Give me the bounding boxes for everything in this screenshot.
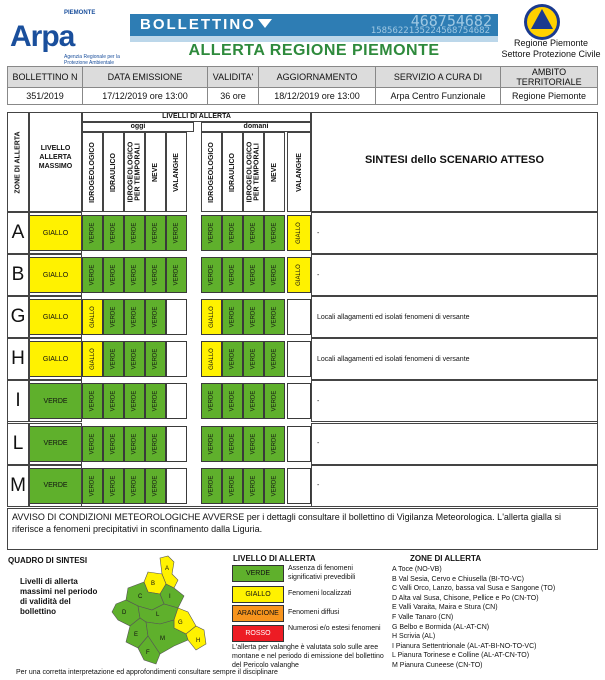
- info-label: DATA EMISSIONE: [83, 67, 208, 88]
- risk-level-cell: [166, 426, 187, 462]
- banner-title: [140, 16, 272, 33]
- triangle-down-icon: [258, 19, 272, 28]
- zone-list-item: I Pianura Settentrionale (AL-AT-BI-NO-TO-VC): [392, 642, 537, 650]
- scenario-text: -: [317, 229, 320, 237]
- zone-letter: I: [15, 390, 21, 412]
- risk-level-cell: [145, 426, 166, 462]
- risk-level-value: VERDE: [152, 433, 159, 454]
- risk-header: [287, 132, 311, 212]
- risk-level-cell: [82, 341, 103, 377]
- risk-level-cell: [124, 215, 145, 251]
- zone-list-item: M Pianura Cuneese (CN-TO): [392, 661, 483, 669]
- risk-level-cell: [264, 257, 285, 293]
- risk-level-value: VERDE: [229, 475, 236, 496]
- map-label: G: [178, 620, 183, 626]
- risk-level-cell: [287, 257, 311, 293]
- risk-level-value: VERDE: [173, 264, 180, 286]
- risk-level-cell: [243, 299, 264, 335]
- risk-level-cell: [201, 341, 222, 377]
- legend-description: Fenomeni localizzati: [288, 590, 352, 597]
- legend-description: Numerosi e/o estesi fenomeni: [288, 625, 381, 632]
- risk-label: VALANGHE: [295, 152, 303, 192]
- scenario-text: -: [317, 397, 320, 405]
- map-label: M: [160, 636, 165, 642]
- risk-level-cell: [222, 341, 243, 377]
- info-value: 36 ore: [208, 88, 259, 105]
- info-label: BOLLETTINO N: [8, 67, 83, 88]
- risk-level-cell: [287, 426, 311, 462]
- risk-header: [124, 132, 145, 212]
- map-label: A: [165, 566, 170, 572]
- zone-list-item: A Toce (NO-VB): [392, 566, 442, 573]
- risk-level-value: VERDE: [131, 433, 138, 454]
- risk-header: [201, 132, 222, 212]
- legend-swatch-verde: VERDE: [232, 565, 284, 582]
- zone-letter: G: [10, 306, 26, 328]
- risk-level-value: VERDE: [250, 475, 257, 496]
- risk-level-cell: [222, 299, 243, 335]
- risk-level-cell: [166, 341, 187, 377]
- risk-level-cell: [201, 426, 222, 462]
- risk-level-cell: [287, 299, 311, 335]
- max-level-cell: VERDE: [29, 426, 82, 462]
- risk-level-cell: [82, 215, 103, 251]
- risk-header: [166, 132, 187, 212]
- risk-level-value: VERDE: [89, 264, 96, 286]
- info-value: 351/2019: [8, 88, 83, 105]
- risk-level-cell: [264, 383, 285, 419]
- risk-level-cell: [201, 299, 222, 335]
- risk-label: IDROGEOLOGICO: [89, 141, 97, 203]
- zone-letter: L: [12, 432, 24, 454]
- max-level-cell: VERDE: [29, 383, 82, 419]
- max-level-cell: GIALLO: [29, 215, 82, 251]
- risk-level-cell: [103, 468, 124, 504]
- risk-level-cell: [145, 215, 166, 251]
- risk-level-cell: [124, 468, 145, 504]
- risk-level-value: GIALLO: [89, 348, 96, 371]
- risk-level-value: VERDE: [152, 264, 159, 286]
- banner-title-text: BOLLETTINO: [140, 16, 256, 33]
- scenario-text: -: [317, 271, 320, 279]
- risk-level-cell: [124, 426, 145, 462]
- legend-description: Assenza di fenomeni significativi prevedibili: [288, 565, 356, 581]
- legend-note: L'allerta per valanghe è valutata solo sulle aree montane e nel periodo di emissione del bollettino del Pericolo valanghe: [232, 644, 384, 669]
- legend-swatch-arancione: ARANCIONE: [232, 605, 284, 622]
- risk-level-value: VERDE: [110, 475, 117, 496]
- quadro-title: QUADRO DI SINTESI: [8, 556, 88, 565]
- zone-letter: M: [10, 474, 26, 496]
- zone-list-item: F Valle Tanaro (CN): [392, 613, 454, 621]
- risk-level-cell: [103, 299, 124, 335]
- risk-level-value: VERDE: [110, 264, 117, 286]
- zone-header-text: ZONE DI ALLERTA: [14, 130, 22, 194]
- legend-description: Fenomeni diffusi: [288, 609, 340, 616]
- risk-level-cell: [103, 383, 124, 419]
- scenario-text: -: [317, 440, 320, 448]
- banner-numbers: 468754682: [410, 14, 492, 30]
- max-level-cell: VERDE: [29, 468, 82, 504]
- max-level-frame: [29, 338, 82, 380]
- risk-level-cell: [243, 426, 264, 462]
- risk-level-cell: [243, 468, 264, 504]
- info-value-row: [8, 88, 598, 105]
- map-label: F: [146, 650, 150, 656]
- arpa-logo: [8, 10, 120, 66]
- risk-level-cell: [287, 341, 311, 377]
- max-level-cell: GIALLO: [29, 257, 82, 293]
- risk-level-value: VERDE: [229, 306, 236, 328]
- risk-header: [264, 132, 285, 212]
- risk-level-value: VERDE: [229, 391, 236, 412]
- risk-level-cell: [145, 257, 166, 293]
- map-label: B: [151, 581, 156, 587]
- risk-level-cell: [124, 257, 145, 293]
- zone-letter: B: [11, 264, 25, 286]
- risk-level-value: GIALLO: [296, 264, 302, 286]
- risk-level-value: VERDE: [271, 264, 278, 286]
- risk-level-value: VERDE: [89, 433, 96, 454]
- risk-level-value: VERDE: [110, 306, 117, 328]
- region-line-2: Settore Protezione Civile: [501, 49, 601, 59]
- risk-level-value: VERDE: [229, 433, 236, 454]
- risk-level-cell: [264, 341, 285, 377]
- risk-level-cell: [264, 299, 285, 335]
- banner-numbers-small: 1585622135224568754682: [370, 26, 490, 36]
- risk-label: IDROGEOLOGICO PER TEMPORALI: [127, 141, 142, 203]
- risk-header: [145, 132, 166, 212]
- risk-level-cell: [82, 257, 103, 293]
- risk-level-value: GIALLO: [208, 306, 215, 329]
- risk-level-cell: [201, 215, 222, 251]
- level-header: LIVELLO ALLERTA MASSIMO: [38, 145, 73, 170]
- region-line-1: Regione Piemonte: [513, 38, 589, 48]
- risk-level-cell: [264, 426, 285, 462]
- risk-level-cell: [222, 257, 243, 293]
- risk-level-value: VERDE: [173, 222, 180, 244]
- max-level-cell: GIALLO: [29, 341, 82, 377]
- max-level-frame: [29, 423, 82, 465]
- risk-label: NEVE: [271, 162, 278, 182]
- zone-list-item: B Val Sesia, Cervo e Chiusella (BI-TO-VC): [392, 575, 525, 583]
- scenario-text: Locali allagamenti ed isolati fenomeni di versante: [317, 355, 470, 363]
- risk-level-cell: [222, 426, 243, 462]
- info-label: AGGIORNAMENTO: [259, 67, 376, 88]
- risk-level-value: VERDE: [271, 349, 278, 370]
- risk-level-cell: [243, 215, 264, 251]
- info-header-row: [8, 67, 598, 88]
- risk-level-value: VERDE: [208, 391, 215, 412]
- risk-label: IDRAULICO: [229, 152, 237, 192]
- risk-level-value: VERDE: [250, 306, 257, 328]
- alert-grid: [7, 112, 598, 507]
- info-label: SERVIZIO A CURA DI: [376, 67, 501, 88]
- avviso-text: AVVISO DI CONDIZIONI METEOROLOGICHE AVVERSE per i dettagli consultare il bollettino di Vigilanza Meteorologica. L'allerta gialla si riferisce a fenomeni precipitativi in sconfinamento dalla Liguria.: [7, 508, 598, 550]
- risk-level-value: VERDE: [271, 306, 278, 328]
- legend-title: LIVELLO DI ALLERTA: [233, 554, 316, 563]
- risk-level-value: VERDE: [271, 391, 278, 412]
- risk-level-cell: [124, 341, 145, 377]
- risk-level-value: GIALLO: [89, 306, 96, 329]
- piemonte-map: [108, 554, 213, 668]
- risk-level-cell: [166, 299, 187, 335]
- risk-level-value: VERDE: [110, 222, 117, 244]
- risk-level-cell: [201, 468, 222, 504]
- info-value: Arpa Centro Funzionale: [376, 88, 501, 105]
- risk-level-value: VERDE: [229, 264, 236, 286]
- legend-swatch-giallo: GIALLO: [232, 586, 284, 603]
- map-label: C: [138, 594, 143, 600]
- zone-letter: A: [11, 222, 25, 244]
- risk-level-value: VERDE: [131, 222, 138, 244]
- risk-level-cell: [103, 341, 124, 377]
- map-label: D: [122, 610, 127, 616]
- risk-level-cell: [264, 215, 285, 251]
- risk-level-cell: [243, 257, 264, 293]
- legend-swatch-rosso: ROSSO: [232, 625, 284, 642]
- risk-level-value: GIALLO: [208, 348, 215, 371]
- bulletin-info-table: [7, 66, 598, 105]
- risk-level-cell: [166, 468, 187, 504]
- risk-level-value: VERDE: [131, 475, 138, 496]
- map-label: H: [196, 638, 201, 644]
- risk-level-value: VERDE: [271, 222, 278, 244]
- risk-level-value: VERDE: [131, 391, 138, 412]
- tomorrow-label: domani: [243, 123, 269, 130]
- risk-level-cell: [222, 468, 243, 504]
- risk-level-value: VERDE: [152, 349, 159, 370]
- bulletin-banner: [130, 14, 498, 36]
- risk-level-cell: [287, 383, 311, 419]
- max-level-frame: [29, 254, 82, 296]
- risk-level-cell: [103, 426, 124, 462]
- today-label: oggi: [130, 123, 146, 130]
- risk-level-cell: [222, 215, 243, 251]
- risk-level-value: VERDE: [208, 264, 215, 286]
- risk-level-value: VERDE: [208, 433, 215, 454]
- risk-level-cell: [124, 383, 145, 419]
- zone-list-item: E Valli Varaita, Maira e Stura (CN): [392, 604, 498, 612]
- risk-level-value: VERDE: [152, 306, 159, 328]
- zone-list-item: G Belbo e Bormida (AL-AT-CN): [392, 623, 490, 631]
- risk-header: [82, 132, 103, 212]
- zone-list-item: L Pianura Torinese e Colline (AL-AT-CN-TO): [392, 652, 530, 660]
- zone-list-item: D Alta val Susa, Chisone, Pellice e Po (CN-TO): [392, 594, 539, 602]
- risk-level-cell: [201, 257, 222, 293]
- max-level-cell: GIALLO: [29, 299, 82, 335]
- risk-level-value: VERDE: [131, 349, 138, 370]
- risk-level-value: VERDE: [250, 391, 257, 412]
- zone-list-item: C Valli Orco, Lanzo, bassa val Susa e Sangone (TO): [392, 585, 556, 593]
- risk-level-cell: [103, 215, 124, 251]
- risk-header: [222, 132, 243, 212]
- risk-level-value: VERDE: [208, 222, 215, 244]
- risk-level-value: GIALLO: [296, 222, 302, 244]
- risk-level-cell: [166, 215, 187, 251]
- map-label: E: [134, 632, 139, 638]
- risk-level-cell: [103, 257, 124, 293]
- risk-label: IDROGEOLOGICO PER TEMPORALI: [246, 141, 261, 203]
- scenario-text: -: [317, 482, 320, 490]
- risk-level-value: VERDE: [110, 433, 117, 454]
- risk-level-value: VERDE: [110, 391, 117, 412]
- quadro-text: Livelli di allerta massimi nel periodo di validità del bollettino: [20, 577, 98, 616]
- risk-level-cell: [166, 257, 187, 293]
- risk-level-cell: [145, 299, 166, 335]
- risk-level-cell: [243, 383, 264, 419]
- risk-level-cell: [166, 383, 187, 419]
- risk-level-cell: [243, 341, 264, 377]
- max-level-frame: [29, 380, 82, 422]
- risk-level-value: VERDE: [89, 222, 96, 244]
- max-level-frame: [29, 296, 82, 338]
- map-label: I: [169, 594, 171, 600]
- risk-label: IDROGEOLOGICO: [208, 141, 216, 203]
- risk-level-value: VERDE: [152, 475, 159, 496]
- risk-level-value: VERDE: [271, 433, 278, 454]
- levels-header: LIVELLI DI ALLERTA: [162, 113, 231, 120]
- risk-level-cell: [145, 383, 166, 419]
- info-value: 17/12/2019 ore 13:00: [83, 88, 208, 105]
- risk-level-value: VERDE: [89, 475, 96, 496]
- risk-level-cell: [287, 468, 311, 504]
- risk-label: NEVE: [152, 162, 159, 182]
- info-value: Regione Piemonte: [501, 88, 598, 105]
- risk-header: [103, 132, 124, 212]
- risk-level-value: VERDE: [250, 349, 257, 370]
- risk-level-cell: [222, 383, 243, 419]
- info-label: VALIDITA': [208, 67, 259, 88]
- zone-list-item: H Scrivia (AL): [392, 633, 436, 641]
- zones-title: ZONE DI ALLERTA: [410, 554, 482, 563]
- zone-letter: H: [11, 348, 25, 370]
- max-level-frame: [29, 212, 82, 254]
- risk-level-value: VERDE: [208, 475, 215, 496]
- risk-level-cell: [145, 468, 166, 504]
- risk-level-cell: [145, 341, 166, 377]
- risk-level-value: VERDE: [229, 222, 236, 244]
- risk-level-value: VERDE: [131, 264, 138, 286]
- risk-level-cell: [82, 468, 103, 504]
- region-label: [496, 38, 605, 60]
- risk-level-cell: [287, 215, 311, 251]
- risk-level-cell: [264, 468, 285, 504]
- risk-level-cell: [201, 383, 222, 419]
- risk-level-value: VERDE: [152, 222, 159, 244]
- logo-subtitle: Agenzia Regionale per la Protezione Ambientale: [64, 54, 120, 66]
- risk-label: VALANGHE: [173, 152, 181, 192]
- risk-level-value: VERDE: [250, 433, 257, 454]
- risk-level-value: VERDE: [89, 391, 96, 412]
- logo-top-label: PIEMONTE: [64, 10, 96, 16]
- risk-level-value: VERDE: [271, 475, 278, 496]
- risk-level-cell: [82, 426, 103, 462]
- risk-level-cell: [82, 383, 103, 419]
- page-title: ALLERTA REGIONE PIEMONTE: [188, 42, 440, 59]
- info-label: AMBITO TERRITORIALE: [501, 67, 598, 88]
- risk-header: [243, 132, 264, 212]
- risk-level-value: VERDE: [110, 349, 117, 370]
- risk-level-value: VERDE: [152, 391, 159, 412]
- risk-level-value: VERDE: [250, 222, 257, 244]
- risk-level-cell: [82, 299, 103, 335]
- risk-label: IDRAULICO: [110, 152, 118, 192]
- max-level-frame: [29, 465, 82, 507]
- footer-note: Per una corretta interpretazione ed approfondimenti consultare sempre il disciplinare: [16, 669, 278, 676]
- map-label: L: [156, 612, 160, 618]
- zone-header: [7, 112, 29, 212]
- risk-level-cell: [124, 299, 145, 335]
- logo-mark: Arpa: [10, 20, 75, 53]
- risk-level-value: VERDE: [250, 264, 257, 286]
- scenario-text: Locali allagamenti ed isolati fenomeni di versante: [317, 313, 470, 321]
- risk-level-value: VERDE: [131, 306, 138, 328]
- info-value: 18/12/2019 ore 13:00: [259, 88, 376, 105]
- risk-level-value: VERDE: [229, 349, 236, 370]
- zones-list: [392, 565, 555, 671]
- scenario-header: SINTESI dello SCENARIO ATTESO: [364, 154, 545, 166]
